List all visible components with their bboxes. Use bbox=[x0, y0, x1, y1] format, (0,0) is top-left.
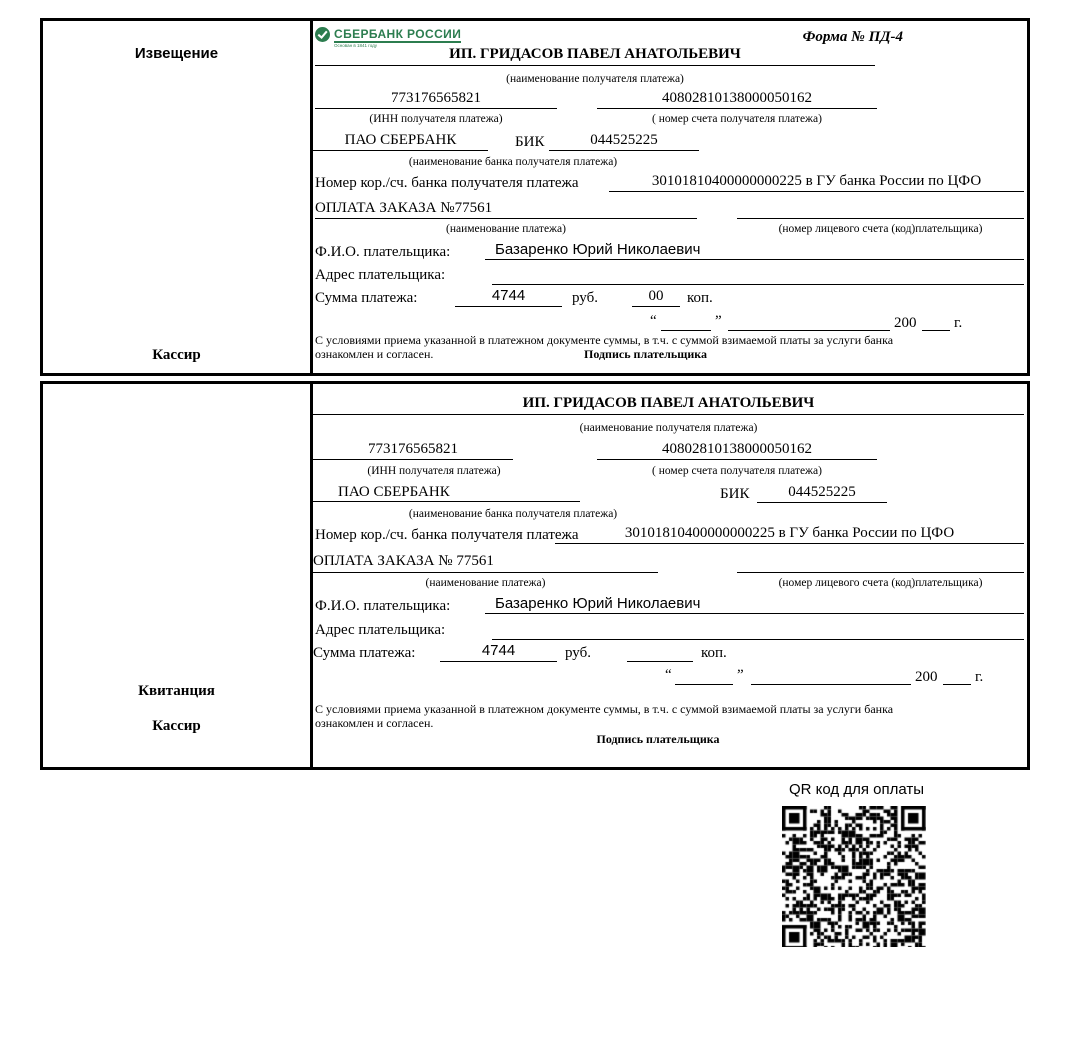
date-year-prefix: 200 bbox=[894, 315, 917, 331]
payee-inn-caption: (ИНН получателя платежа) bbox=[367, 465, 501, 477]
payer-signature-label: Подпись плательщика bbox=[596, 732, 720, 746]
payee-inn-value: 773176565821 bbox=[313, 440, 513, 460]
payer-name-value: Базаренко Юрий Николаевич bbox=[485, 241, 1024, 260]
receipt-form-area bbox=[313, 384, 1027, 767]
corr-account-label: Номер кор./сч. банка получателя платежа bbox=[315, 175, 579, 191]
agreement-text-line1: С условиями приема указанной в платежном документе суммы, в т.ч. с суммой взимаемой платы за услуги банка bbox=[315, 333, 894, 347]
date-day-blank-line bbox=[675, 684, 733, 685]
receipt-cashier-label: Кассир bbox=[152, 718, 201, 734]
amount-kop-value bbox=[627, 642, 693, 662]
payer-address-label: Адрес плательщика: bbox=[315, 267, 446, 283]
receipt-side-column bbox=[43, 384, 313, 767]
bik-value: 044525225 bbox=[757, 483, 887, 503]
payment-purpose-caption: (наименование платежа) bbox=[425, 577, 546, 589]
payer-name-label: Ф.И.О. плательщика: bbox=[315, 598, 451, 614]
form-number-label: Форма № ПД-4 bbox=[802, 29, 903, 45]
payee-name-caption: (наименование получателя платежа) bbox=[579, 422, 758, 434]
receipt-section bbox=[40, 381, 1030, 770]
payee-inn-value: 773176565821 bbox=[315, 89, 557, 109]
amount-label: Сумма платежа: bbox=[315, 290, 418, 306]
amount-label: Сумма платежа: bbox=[313, 645, 416, 661]
bik-value: 044525225 bbox=[549, 131, 699, 151]
amount-rub-value: 4744 bbox=[455, 287, 562, 307]
notice-title: Извещение bbox=[134, 45, 219, 62]
amount-rub-value: 4744 bbox=[440, 642, 557, 662]
date-quote-close: ” bbox=[715, 313, 722, 329]
personal-account-blank-line bbox=[737, 218, 1024, 219]
bank-name-caption: (наименование банка получателя платежа) bbox=[408, 508, 618, 520]
corr-account-label: Номер кор./сч. банка получателя платежа bbox=[315, 527, 579, 543]
payee-account-value: 40802810138000050162 bbox=[597, 89, 877, 109]
payer-name-value: Базаренко Юрий Николаевич bbox=[485, 595, 1024, 614]
corr-account-value: 30101810400000000225 в ГУ банка России по ЦФО bbox=[609, 172, 1024, 192]
date-quote-open: “ bbox=[650, 313, 657, 329]
personal-account-caption: (номер лицевого счета (код)плательщика) bbox=[778, 223, 983, 235]
personal-account-caption: (номер лицевого счета (код)плательщика) bbox=[778, 577, 983, 589]
notice-form-area bbox=[313, 21, 1027, 373]
bank-name: ПАО СБЕРБАНК bbox=[313, 483, 580, 502]
personal-account-blank-line bbox=[737, 572, 1024, 573]
date-year-suffix: г. bbox=[975, 669, 984, 685]
notice-section bbox=[40, 18, 1030, 376]
date-quote-close: ” bbox=[737, 667, 744, 683]
payer-address-blank-line bbox=[492, 284, 1024, 285]
payment-qr-code bbox=[782, 806, 926, 947]
bik-label: БИК bbox=[515, 134, 545, 150]
sberbank-logo-text: СБЕРБАНК РОССИИ bbox=[334, 27, 462, 41]
date-month-blank-line bbox=[751, 684, 911, 685]
rub-label: руб. bbox=[565, 645, 591, 661]
date-year-blank-line bbox=[922, 330, 950, 331]
bik-label: БИК bbox=[720, 486, 750, 502]
payment-purpose-value: ОПЛАТА ЗАКАЗА №77561 bbox=[315, 200, 493, 216]
notice-side-column bbox=[43, 21, 313, 373]
notice-cashier-label: Кассир bbox=[152, 347, 201, 363]
payee-name: ИП. ГРИДАСОВ ПАВЕЛ АНАТОЛЬЕВИЧ bbox=[313, 394, 1024, 415]
corr-account-value: 30101810400000000225 в ГУ банка России по ЦФО bbox=[555, 524, 1024, 544]
payee-account-caption: ( номер счета получателя платежа) bbox=[652, 465, 822, 477]
qr-title: QR код для оплаты bbox=[789, 781, 925, 798]
amount-kop-value: 00 bbox=[632, 287, 680, 307]
purpose-blank-line bbox=[313, 572, 658, 573]
date-year-blank-line bbox=[943, 684, 971, 685]
date-year-prefix: 200 bbox=[915, 669, 938, 685]
payee-account-caption: ( номер счета получателя платежа) bbox=[652, 113, 822, 125]
payer-address-label: Адрес плательщика: bbox=[315, 622, 446, 638]
agreement-text-line2: ознакомлен и согласен. bbox=[315, 716, 434, 730]
date-day-blank-line bbox=[661, 330, 711, 331]
payment-purpose-value: ОПЛАТА ЗАКАЗА № 77561 bbox=[313, 553, 494, 569]
agreement-text-line1: С условиями приема указанной в платежном документе суммы, в т.ч. с суммой взимаемой платы за услуги банка bbox=[315, 702, 894, 716]
payer-name-label: Ф.И.О. плательщика: bbox=[315, 244, 451, 260]
bank-name: ПАО СБЕРБАНК bbox=[313, 131, 488, 151]
payee-name-caption: (наименование получателя платежа) bbox=[506, 73, 684, 85]
kop-label: коп. bbox=[701, 645, 727, 661]
date-quote-open: “ bbox=[665, 667, 672, 683]
bank-name-caption: (наименование банка получателя платежа) bbox=[408, 156, 618, 168]
payer-signature-label: Подпись плательщика bbox=[584, 347, 707, 361]
payee-inn-caption: (ИНН получателя платежа) bbox=[369, 113, 503, 125]
agreement-text-line2: ознакомлен и согласен. bbox=[315, 347, 434, 361]
payer-address-blank-line bbox=[492, 639, 1024, 640]
date-month-blank-line bbox=[728, 330, 890, 331]
kop-label: коп. bbox=[687, 290, 713, 306]
sberbank-logo-tagline: Основан в 1841 году bbox=[334, 43, 378, 48]
payment-purpose-caption: (наименование платежа) bbox=[446, 223, 566, 235]
receipt-title: Квитанция bbox=[138, 683, 215, 699]
date-year-suffix: г. bbox=[954, 315, 963, 331]
purpose-blank-line bbox=[315, 218, 697, 219]
rub-label: руб. bbox=[572, 290, 598, 306]
payee-name: ИП. ГРИДАСОВ ПАВЕЛ АНАТОЛЬЕВИЧ bbox=[315, 45, 875, 66]
payee-account-value: 40802810138000050162 bbox=[597, 440, 877, 460]
sberbank-logo-icon bbox=[315, 27, 330, 42]
